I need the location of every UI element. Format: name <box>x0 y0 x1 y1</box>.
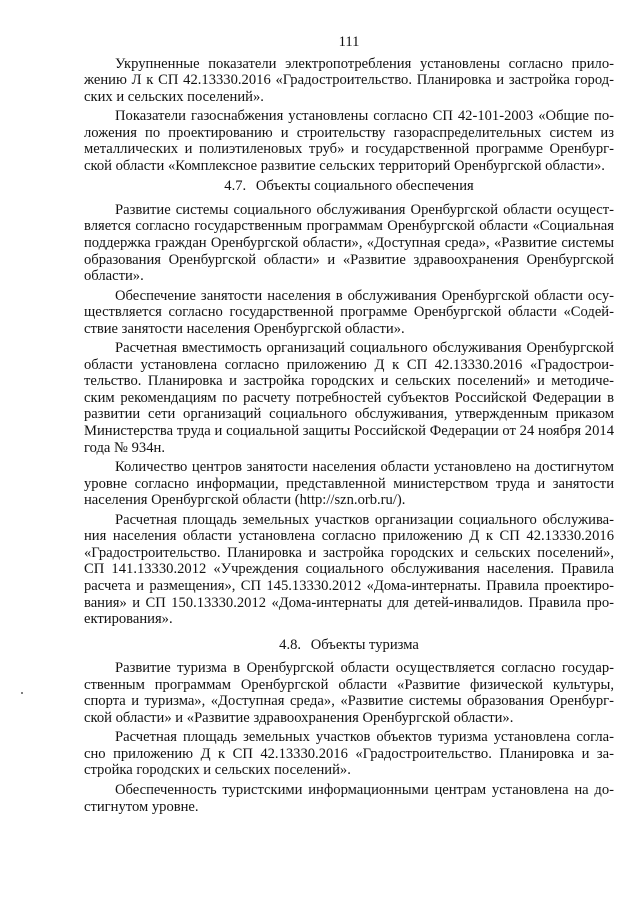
section-number: 4.8. <box>279 636 302 653</box>
paragraph: Количество центров занятости населения области установлено на достигнутом уровне согласно информации, представленной министерством труда и занятости населения Оренбургской области (http://szn.orb.ru/). <box>84 459 614 509</box>
document-page <box>84 34 614 818</box>
paragraph: Расчетная площадь земельных участков организации социального обслуживания населения области установлена согласно приложению Д к СП 42.13330.2016 «Градостроительство. Планировка и застройка городских и сельских поселений», СП 141.13330.2012 «Учреждения социального обслуживания населения. Правила расчета и размещения», СП 145.13330.2012 «Дома-интернаты. Правила проектирования» и СП 150.13330.2012 «Дома-интернаты для детей-инвалидов. Правила проектирования». <box>84 511 614 628</box>
section-title: Объекты туризма <box>310 636 419 653</box>
paragraph: Расчетная площадь земельных участков объектов туризма установлена согласно приложению Д к СП 42.13330.2016 «Градостроительство. Планировка и застройка городских и сельских поселений». <box>84 729 614 779</box>
page-number: 111 <box>338 34 360 50</box>
section-number: 4.7. <box>224 178 247 195</box>
paragraph: Укрупненные показатели электропотребления установлены согласно приложению Л к СП 42.13330.2016 «Градостроительство. Планировка и застройка городских и сельских поселений». <box>84 55 614 105</box>
section-heading <box>84 178 614 195</box>
paragraph: Обеспеченность туристскими информационными центрам установлена на достигнутом уровне. <box>84 781 614 815</box>
paragraph: Развитие системы социального обслуживания Оренбургской области осуществляется согласно государственным программам Оренбургской области «Социальная поддержка граждан Оренбургской области», «Доступная среда», «Развитие системы образования Оренбургской области» и «Развитие здравоохранения Оренбургской области». <box>84 201 614 285</box>
paragraph: Расчетная вместимость организаций социального обслуживания Оренбургской области установлена согласно приложению Д к СП 42.13330.2016 «Градостроительство. Планировка и застройка городских и сельских поселений» и методическим рекомендациям по расчету потребностей субъектов Российской Федерации в развитии сети организаций социального обслуживания, утвержденным приказом Министерства труда и социальной защиты Российской Федерации от 24 ноября 2014 года № 934н. <box>84 340 614 456</box>
scan-speck <box>21 692 23 694</box>
paragraph: Развитие туризма в Оренбургской области осуществляется согласно государственным программам Оренбургской области «Развитие физической культуры, спорта и туризма», «Доступная среда», «Развитие системы образования Оренбургской области» и «Развитие здравоохранения Оренбургской области». <box>84 660 614 726</box>
section-title: Объекты социального обеспечения <box>255 178 474 195</box>
paragraph: Обеспечение занятости населения в обслуживания Оренбургской области осуществляется согласно государственной программе Оренбургской области «Содействие занятости населения Оренбургской области». <box>84 287 614 337</box>
paragraph: Показатели газоснабжения установлены согласно СП 42-101-2003 «Общие положения по проектированию и строительству газораспределительных систем из металлических и полиэтиленовых труб» и государственной программе Оренбургской области «Комплексное развитие сельских территорий Оренбургской области». <box>84 108 614 174</box>
section-heading <box>84 637 614 654</box>
